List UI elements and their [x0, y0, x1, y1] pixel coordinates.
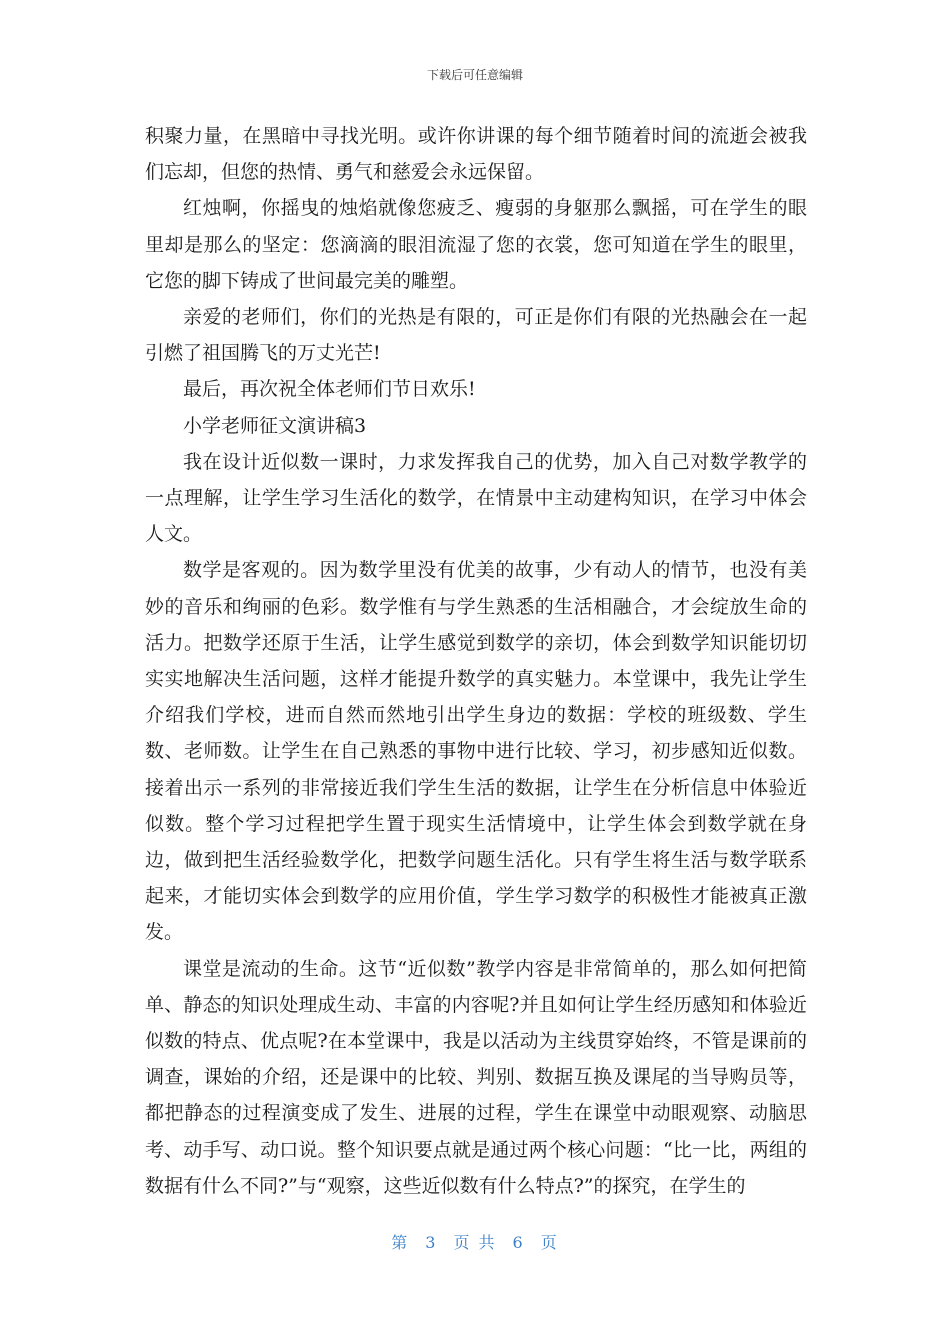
paragraph: 课堂是流动的生命。这节“近似数”教学内容是非常简单的，那么如何把简单、静态的知识处理成生动、丰富的内容呢?并且如何让学生经历感知和体验近似数的特点、优点呢?在本堂课中，我是以活动为主线贯穿始终，不管是课前的调查，课始的介绍，还是课中的比较、判别、数据互换及课尾的当导购员等，都把静态的过程演变成了发生、进展的过程，学生在课堂中动眼观察、动脑思考、动手写、动口说。整个知识要点就是通过两个核心问题：“比一比，两组的数据有什么不同?”与“观察，这些近似数有什么特点?”的探究，在学生的	[145, 957, 807, 1197]
current-page-number: 3	[425, 1233, 438, 1252]
footer-prefix: 第	[391, 1233, 410, 1252]
paragraph: 红烛啊，你摇曳的烛焰就像您疲乏、瘦弱的身躯那么飘摇，可在学生的眼里却是那么的坚定：您滴滴的眼泪流湿了您的衣裳，您可知道在学生的眼里，它您的脚下铸成了世间最完美的雕塑。	[145, 197, 807, 292]
paragraph: 我在设计近似数一课时，力求发挥我自己的优势，加入自己对数学教学的一点理解，让学生学习生活化的数学，在情景中主动建构知识，在学习中体会人文。	[145, 450, 807, 546]
paragraph: 亲爱的老师们，你们的光热是有限的，可正是你们有限的光热融会在一起引燃了祖国腾飞的万丈光芒!	[145, 306, 807, 365]
page-header: 下载后可任意编辑	[426, 68, 523, 82]
paragraph: 数学是客观的。因为数学里没有优美的故事，少有动人的情节，也没有美妙的音乐和绚丽的色彩。数学惟有与学生熟悉的生活相融合，才会绽放生命的活力。把数学还原于生活，让学生感觉到数学的亲切，体会到数学知识能切切实实地解决生活问题，这样才能提升数学的真实魅力。本堂课中，我先让学生介绍我们学校，进而自然而然地引出学生身边的数据：学校的班级数、学生数、老师数。让学生在自己熟悉的事物中进行比较、学习，初步感知近似数。接着出示一系列的非常接近我们学生生活的数据，让学生在分析信息中体验近似数。整个学习过程把学生置于现实生活情境中，让学生体会到数学就在身边，做到把生活经验数学化，把数学问题生活化。只有学生将生活与数学联系起来，才能切实体会到数学的应用价值，学生学习数学的积极性才能被真正激发。	[145, 559, 807, 944]
total-pages-number: 6	[512, 1233, 525, 1252]
paragraph-continued: 积聚力量，在黑暗中寻找光明。或许你讲课的每个细节随着时间的流逝会被我们忘却，但您的热情、勇气和慈爱会永远保留。	[145, 125, 807, 184]
footer-middle: 页 共	[453, 1233, 497, 1252]
section-title: 小学老师征文演讲稿3	[183, 414, 367, 437]
footer-suffix: 页	[540, 1233, 559, 1252]
paragraph: 最后，再次祝全体老师们节日欢乐!	[183, 378, 476, 401]
document-body	[145, 118, 807, 1204]
page-footer	[0, 1230, 950, 1253]
